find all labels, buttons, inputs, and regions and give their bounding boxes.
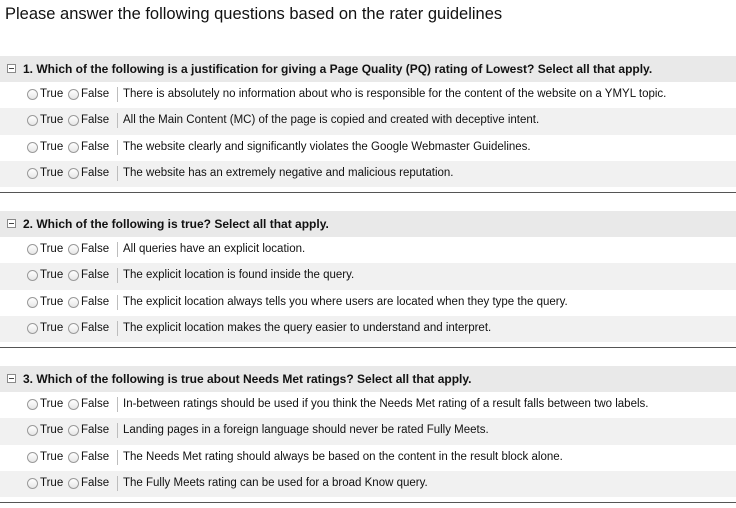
divider: [117, 476, 118, 491]
true-radio[interactable]: [27, 297, 38, 308]
true-radio[interactable]: [27, 115, 38, 126]
question-3: [0, 366, 736, 497]
statement-text: The explicit location always tells you where users are located when they type the query.: [123, 295, 568, 308]
true-radio[interactable]: [27, 399, 38, 410]
question-text: 1. Which of the following is a justification for giving a Page Quality (PQ) rating of Lowest? Select all that apply.: [23, 62, 653, 76]
answer-row: [0, 108, 736, 134]
section-divider: [0, 192, 736, 193]
true-label[interactable]: True: [40, 398, 64, 410]
section-divider: [0, 502, 736, 503]
false-radio[interactable]: [68, 270, 79, 281]
collapse-icon[interactable]: [7, 64, 16, 73]
divider: [117, 295, 118, 310]
true-label[interactable]: True: [40, 166, 64, 179]
true-radio[interactable]: [27, 168, 38, 179]
false-label[interactable]: False: [81, 450, 110, 463]
true-label[interactable]: True: [40, 269, 64, 282]
divider: [117, 450, 118, 465]
false-label[interactable]: False: [81, 295, 110, 308]
false-radio[interactable]: [68, 323, 79, 334]
true-label[interactable]: True: [40, 114, 64, 127]
question-header: [0, 211, 736, 237]
true-radio[interactable]: [27, 142, 38, 153]
question-text: 2. Which of the following is true? Select all that apply.: [23, 217, 329, 231]
answer-row: [0, 445, 736, 471]
question-header: [0, 366, 736, 392]
true-radio[interactable]: [27, 89, 38, 100]
false-radio[interactable]: [68, 425, 79, 436]
true-label[interactable]: True: [40, 450, 64, 463]
question-1: [0, 56, 736, 187]
true-radio[interactable]: [27, 452, 38, 463]
false-radio[interactable]: [68, 478, 79, 489]
divider: [117, 113, 118, 128]
statement-text: The website has an extremely negative and malicious reputation.: [123, 166, 454, 179]
collapse-icon[interactable]: [7, 374, 16, 383]
statement-text: All queries have an explicit location.: [123, 243, 306, 255]
true-label[interactable]: True: [40, 295, 64, 308]
question-text: 3. Which of the following is true about Needs Met ratings? Select all that apply.: [23, 372, 472, 386]
answer-row: [0, 316, 736, 342]
true-radio[interactable]: [27, 425, 38, 436]
false-label[interactable]: False: [81, 114, 110, 127]
question-2: [0, 211, 736, 342]
section-divider: [0, 347, 736, 348]
false-label[interactable]: False: [81, 166, 110, 179]
statement-text: The Needs Met rating should always be based on the content in the result block alone.: [123, 450, 563, 463]
false-label[interactable]: False: [81, 88, 110, 100]
answer-row: [0, 471, 736, 497]
answer-row: [0, 161, 736, 187]
true-label[interactable]: True: [40, 140, 64, 153]
question-header: [0, 56, 736, 82]
true-radio[interactable]: [27, 270, 38, 281]
true-radio[interactable]: [27, 323, 38, 334]
true-label[interactable]: True: [40, 321, 64, 334]
false-label[interactable]: False: [81, 424, 110, 437]
false-label[interactable]: False: [81, 269, 110, 282]
true-label[interactable]: True: [40, 243, 64, 255]
false-radio[interactable]: [68, 297, 79, 308]
true-label[interactable]: True: [40, 424, 64, 437]
divider: [117, 242, 118, 257]
false-label[interactable]: False: [81, 476, 110, 489]
answer-row: [0, 135, 736, 161]
divider: [117, 321, 118, 336]
answer-row: [0, 82, 736, 108]
statement-text: The explicit location is found inside the query.: [123, 269, 355, 282]
divider: [117, 166, 118, 181]
false-label[interactable]: False: [81, 140, 110, 153]
false-label[interactable]: False: [81, 321, 110, 334]
false-radio[interactable]: [68, 244, 79, 255]
true-radio[interactable]: [27, 478, 38, 489]
divider: [117, 87, 118, 102]
statement-text: The Fully Meets rating can be used for a broad Know query.: [123, 476, 428, 489]
true-label[interactable]: True: [40, 88, 64, 100]
answer-row: [0, 392, 736, 418]
statement-text: All the Main Content (MC) of the page is copied and created with deceptive intent.: [123, 114, 540, 127]
false-label[interactable]: False: [81, 398, 110, 410]
true-label[interactable]: True: [40, 476, 64, 489]
false-label[interactable]: False: [81, 243, 110, 255]
statement-text: Landing pages in a foreign language should never be rated Fully Meets.: [123, 424, 489, 437]
false-radio[interactable]: [68, 142, 79, 153]
page-title: Please answer the following questions based on the rater guidelines: [5, 5, 503, 23]
statement-text: The explicit location makes the query easier to understand and interpret.: [123, 321, 492, 334]
divider: [117, 397, 118, 412]
false-radio[interactable]: [68, 89, 79, 100]
statement-text: There is absolutely no information about who is responsible for the content of the website on a YMYL topic.: [123, 88, 667, 100]
divider: [117, 268, 118, 283]
statement-text: The website clearly and significantly violates the Google Webmaster Guidelines.: [123, 140, 531, 153]
divider: [117, 140, 118, 155]
true-radio[interactable]: [27, 244, 38, 255]
collapse-icon[interactable]: [7, 219, 16, 228]
false-radio[interactable]: [68, 399, 79, 410]
answer-row: [0, 237, 736, 263]
answer-row: [0, 290, 736, 316]
statement-text: In-between ratings should be used if you think the Needs Met rating of a result falls between two labels.: [123, 398, 649, 410]
false-radio[interactable]: [68, 452, 79, 463]
false-radio[interactable]: [68, 168, 79, 179]
answer-row: [0, 263, 736, 289]
divider: [117, 423, 118, 438]
answer-row: [0, 418, 736, 444]
false-radio[interactable]: [68, 115, 79, 126]
